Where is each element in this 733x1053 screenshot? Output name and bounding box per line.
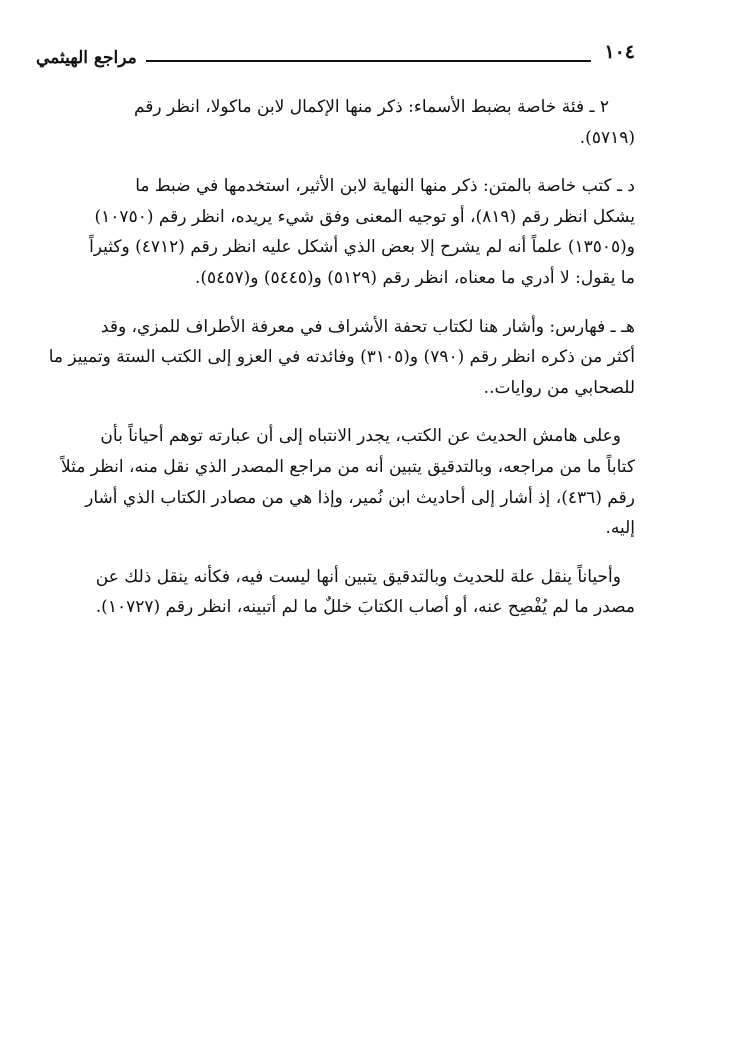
running-title: مراجع الهيثمي [36, 48, 137, 68]
text-line: و(١٣٥٠٥) علماً أنه لم يشرح إلا بعض الذي أشكل عليه انظر رقم (٤٧١٢) وكثيراً [89, 237, 635, 258]
text-line: وأحياناً ينقل علة للحديث وبالتدقيق يتبين أنها ليست فيه، فكأنه ينقل ذلك عن [95, 566, 621, 587]
text-line: وعلى هامش الحديث عن الكتب، يجدر الانتباه إلى أن عبارته توهم أحياناً بأن [100, 426, 621, 447]
paragraph-name-control-books [40, 92, 635, 153]
page-body [40, 92, 635, 641]
header-rule [146, 60, 591, 62]
text-line: رقم (٤٣٦)، إذ أشار إلى أحاديث ابن نُمير، وإذا هي من مصادر الكتاب الذي أشار [85, 487, 635, 508]
text-line: مصدر ما لم يُفْصِح عنه، أو أصاب الكتابَ خللٌ ما لم أتبينه، انظر رقم (١٠٧٢٧). [95, 597, 635, 618]
page-header [36, 38, 635, 72]
text-line: إليه. [605, 518, 635, 539]
text-line: كتاباً ما من مراجعه، وبالتدقيق يتبين أنه من مراجع المصدر الذي نقل منه، انظر مثلاً [61, 456, 635, 477]
paragraph-hadith-defect [40, 562, 635, 623]
text-line: هـ ـ فهارس: وأشار هنا لكتاب تحفة الأشراف في معرفة الأطراف للمزي، وقد [100, 316, 635, 337]
text-line: للصحابي من روايات.. [483, 377, 635, 398]
text-line: ما يقول: لا أدري ما معناه، انظر رقم (٥١٢٩) و(٥٤٤٥) و(٥٤٥٧). [195, 267, 635, 288]
page-number: ١٠٤ [604, 41, 635, 63]
paragraph-indexes [40, 312, 635, 404]
text-line: يشكل انظر رقم (٨١٩)، أو توجيه المعنى وفق شيء يريده، انظر رقم (١٠٧٥٠) [94, 206, 635, 227]
text-line: أكثر من ذكره انظر رقم (٧٩٠) و(٣١٠٥) وفائدته في العزو إلى الكتب الستة وتمييز ما [48, 347, 635, 368]
text-line: ٢ ـ فئة خاصة بضبط الأسماء: ذكر منها الإكمال لابن ماكولا، انظر رقم [133, 97, 609, 117]
paragraph-text-books [40, 171, 635, 293]
text-line: (٥٧١٩). [579, 127, 635, 148]
text-line: د ـ كتب خاصة بالمتن: ذكر منها النهاية لابن الأثير، استخدمها في ضبط ما [135, 176, 635, 197]
paragraph-margin-note [40, 421, 635, 543]
